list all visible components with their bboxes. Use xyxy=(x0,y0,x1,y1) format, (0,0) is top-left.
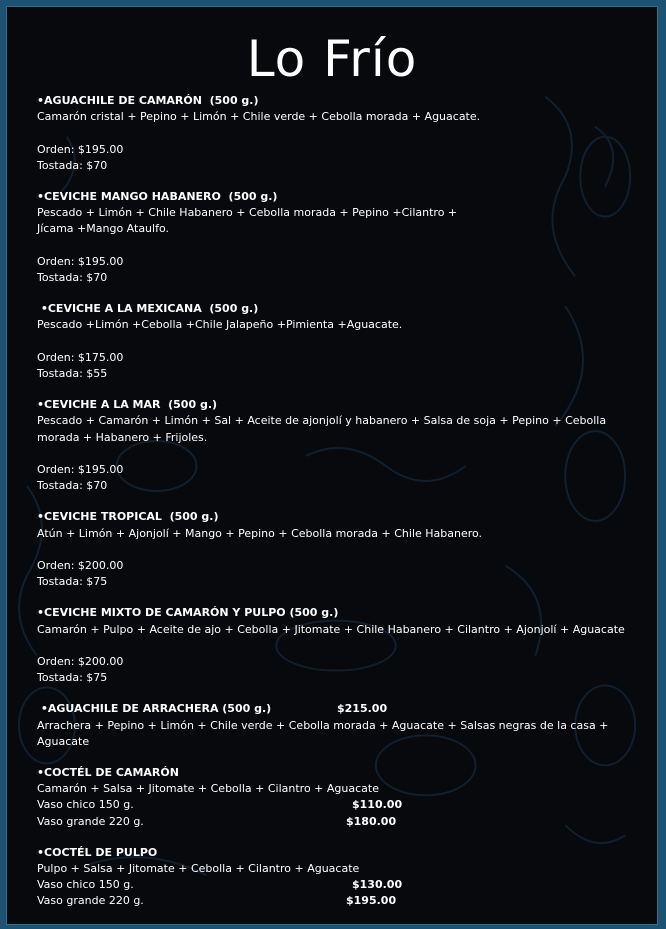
item-name: •CEVICHE MIXTO DE CAMARÓN Y PULPO (500 g.) xyxy=(37,606,339,620)
item-description: Camarón cristal + Pepino + Limón + Chile verde + Cebolla morada + Aguacate. xyxy=(37,110,481,124)
menu-item-coctel-camaron xyxy=(37,765,637,830)
item-name: •CEVICHE A LA MEXICANA (500 g.) xyxy=(37,302,259,316)
item-description: Pescado + Limón + Chile Habanero + Cebolla morada + Pepino +Cilantro + xyxy=(37,206,458,220)
price-chico: $110.00 xyxy=(352,798,403,812)
item-price-orden: Orden: $195.00 xyxy=(37,463,124,476)
item-description: morada + Habanero + Frijoles. xyxy=(37,430,208,444)
item-description: Pescado + Camarón + Limón + Sal + Aceite de ajonjolí y habanero + Salsa de soja + Pepino + Cebolla xyxy=(37,414,607,428)
item-price-orden: Orden: $195.00 xyxy=(37,254,124,268)
size-label-grande: Vaso grande 220 g. xyxy=(37,814,144,828)
menu-item-ceviche-mango xyxy=(37,189,637,286)
size-label-chico: Vaso chico 150 g. xyxy=(37,878,134,892)
item-price-tostada: Tostada: $70 xyxy=(37,479,108,493)
item-name: •CEVICHE A LA MAR (500 g.) xyxy=(37,398,218,412)
item-name: •CEVICHE MANGO HABANERO (500 g.) xyxy=(37,190,278,203)
item-price-orden: Orden: $175.00 xyxy=(37,350,124,364)
menu-item-coctel-pulpo xyxy=(37,845,637,910)
menu-item-ceviche-mar xyxy=(37,397,637,494)
menu-item-ceviche-mixto xyxy=(37,605,637,686)
item-price-orden: Orden: $195.00 xyxy=(37,142,124,156)
menu-item-aguachile-arrachera xyxy=(37,701,637,750)
size-label-grande: Vaso grande 220 g. xyxy=(37,894,144,908)
item-name: •CEVICHE TROPICAL (500 g.) xyxy=(37,510,219,524)
item-description: Camarón + Pulpo + Aceite de ajo + Cebolla + Jitomate + Chile Habanero + Cilantro + Ajonjolí + Aguacate xyxy=(37,622,625,636)
item-name: •AGUACHILE DE CAMARÓN (500 g.) xyxy=(37,94,259,107)
item-price-orden: Orden: $200.00 xyxy=(37,655,124,668)
item-name: •AGUACHILE DE ARRACHERA (500 g.) xyxy=(37,702,272,716)
item-name: •COCTÉL DE PULPO xyxy=(37,845,158,859)
item-description: Jícama +Mango Ataulfo. xyxy=(37,222,169,236)
item-price-tostada: Tostada: $55 xyxy=(37,367,108,380)
item-price-tostada: Tostada: $70 xyxy=(37,271,108,284)
item-name: •COCTÉL DE CAMARÓN xyxy=(37,766,179,779)
item-description: Atún + Limón + Ajonjolí + Mango + Pepino + Cebolla morada + Chile Habanero. xyxy=(37,526,483,540)
item-description: Arrachera + Pepino + Limón + Chile verde + Cebolla morada + Aguacate + Salsas negras de la casa + xyxy=(37,718,609,732)
price-chico: $130.00 xyxy=(352,878,403,892)
price-grande: $180.00 xyxy=(346,814,397,828)
item-price-orden: Orden: $200.00 xyxy=(37,559,124,572)
item-price: $215.00 xyxy=(337,702,388,716)
size-label-chico: Vaso chico 150 g. xyxy=(37,798,134,812)
item-description: Pescado +Limón +Cebolla +Chile Jalapeño +Pimienta +Aguacate. xyxy=(37,318,403,332)
item-price-tostada: Tostada: $70 xyxy=(37,158,108,172)
menu-item-ceviche-mexicana xyxy=(37,301,637,382)
menu-item-aguachile-camaron xyxy=(37,93,637,174)
item-description: Pulpo + Salsa + Jitomate + Cebolla + Cilantro + Aguacate xyxy=(37,861,360,875)
item-description: Camarón + Salsa + Jitomate + Cebolla + Cilantro + Aguacate xyxy=(37,782,379,796)
menu-page xyxy=(6,6,658,925)
item-price-tostada: Tostada: $75 xyxy=(37,575,108,589)
price-grande: $195.00 xyxy=(346,894,397,908)
item-price-tostada: Tostada: $75 xyxy=(37,671,108,685)
page-title: Lo Frío xyxy=(246,30,418,88)
menu-list xyxy=(37,93,637,910)
menu-item-ceviche-tropical xyxy=(37,509,637,590)
item-description: Aguacate xyxy=(37,734,90,748)
